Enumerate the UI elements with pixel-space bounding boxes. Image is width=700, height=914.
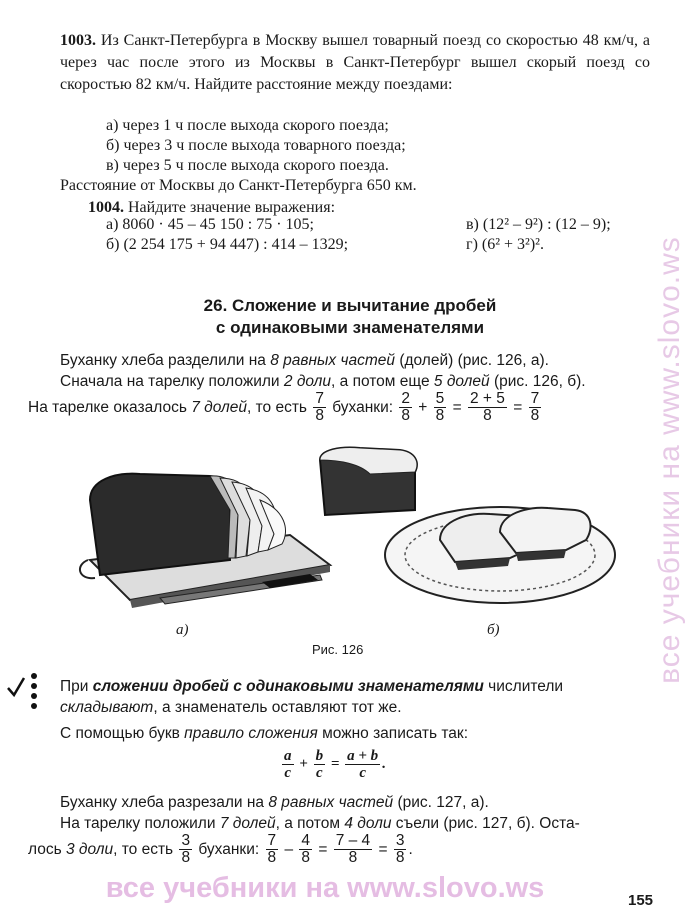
bread-on-plate-drawing	[320, 448, 615, 604]
numerator: a	[284, 748, 292, 764]
section-title-line1: 26. Сложение и вычитание дробей	[203, 296, 497, 315]
denominator: 8	[483, 407, 492, 425]
minus-sign: –	[284, 841, 294, 858]
fraction-7minus4-8	[334, 833, 372, 866]
text: (долей) (рис. 126, а).	[395, 352, 549, 369]
fraction-5-8	[434, 391, 447, 424]
plus-sign: +	[299, 755, 308, 772]
emphasis: правило сложения	[184, 725, 318, 742]
emphasis: 8 равных частей	[268, 794, 394, 811]
fraction-b-c	[314, 748, 326, 781]
text: (рис. 126, б).	[489, 373, 586, 390]
problem-text: Из Санкт-Петербурга в Москву вышел товарный поезд со скоростью 48 км/ч, а через час после этого из Москвы в Санкт-Петербург вышел скорый поезд со скоростью 82 км/ч. Найдите расстояние между поездами:	[60, 32, 651, 93]
denominator: 8	[395, 849, 405, 867]
expr-g: г) (6² + 3²)².	[466, 236, 544, 253]
equals-sign: =	[452, 399, 462, 416]
text: числители	[483, 678, 564, 695]
para1-line2	[60, 371, 586, 392]
emphasis: сложении дробей с одинаковыми знаменателями	[92, 678, 484, 695]
fraction-7-8	[313, 391, 326, 424]
fraction-a-c	[282, 748, 294, 781]
fraction-3-8-result	[394, 833, 407, 866]
denominator: 8	[315, 407, 324, 425]
para1-line1	[60, 350, 549, 371]
emphasis: 3 доли	[65, 841, 114, 858]
text: При	[60, 678, 93, 695]
text: (рис. 127, а).	[393, 794, 489, 811]
expr-v: в) (12² – 9²) : (12 – 9);	[466, 216, 611, 233]
fraction-aplusb-c	[345, 748, 380, 781]
figure-126-illustration	[70, 440, 630, 640]
denominator: c	[359, 765, 366, 781]
para2-line3	[28, 832, 413, 868]
numerator: 2 + 5	[469, 390, 505, 408]
denominator: 8	[181, 849, 191, 867]
problem-1003-item-a: а) через 1 ч после выхода скорого поезда;	[106, 117, 389, 134]
fraction-7-8-result	[529, 391, 542, 424]
numerator: 3	[181, 832, 191, 850]
text: Сначала на тарелку положили	[60, 373, 284, 390]
fraction-4-8	[299, 833, 312, 866]
text: , а знаменатель оставляют тот же.	[153, 699, 402, 716]
text: , а потом	[275, 815, 345, 832]
numerator: 7	[530, 390, 540, 408]
equals-sign: =	[513, 399, 523, 416]
denominator: c	[284, 765, 292, 781]
expr-b: б) (2 254 175 + 94 447) : 414 – 1329;	[106, 236, 349, 253]
numerator: a + b	[347, 748, 379, 764]
numerator: 4	[301, 832, 310, 850]
numerator: 7	[315, 390, 324, 408]
denominator: 8	[301, 849, 310, 867]
text: съели (рис. 127, б). Оста-	[391, 815, 580, 832]
para2-line1	[60, 792, 489, 813]
emphasis: складывают	[60, 699, 154, 716]
fraction-2-8	[399, 391, 412, 424]
para2-line2	[60, 813, 580, 834]
equals-sign: =	[330, 755, 340, 772]
problem-1003-item-v: в) через 5 ч после выхода скорого поезда.	[106, 157, 389, 174]
figure-caption: Рис. 126	[312, 642, 364, 657]
fraction-3-8	[179, 833, 192, 866]
denominator: 8	[267, 849, 277, 867]
problem-1003-note: Расстояние от Москвы до Санкт-Петербурга 650 км.	[60, 177, 417, 194]
denominator: 8	[401, 407, 410, 425]
problem-text: Найдите значение выражения:	[128, 199, 336, 216]
letters-line	[60, 723, 468, 744]
emphasis: 7 долей	[219, 815, 276, 832]
figure-label-b: б)	[487, 622, 500, 638]
page-number: 155	[628, 892, 654, 909]
text: На тарелке оказалось	[28, 399, 192, 416]
emphasis: 2 доли	[283, 373, 332, 390]
equals-sign: =	[318, 841, 328, 858]
numerator: 3	[395, 832, 405, 850]
problem-1004	[88, 198, 335, 218]
numerator: 2	[401, 390, 410, 408]
text: Буханку хлеба разделили на	[60, 352, 271, 369]
problem-number: 1003.	[60, 32, 96, 49]
rule-text	[60, 676, 636, 718]
text: , то есть	[113, 841, 174, 858]
text: лось	[28, 841, 66, 858]
problem-1003	[60, 30, 650, 96]
text: Буханку хлеба разрезали на	[60, 794, 269, 811]
period: .	[408, 841, 413, 858]
section-title-line2: с одинаковыми знаменателями	[215, 318, 485, 337]
emphasis: 5 долей	[433, 373, 490, 390]
checkmark-rule-icon	[6, 670, 42, 712]
watermark-text: все учебники на www.slovo.ws	[653, 236, 686, 684]
emphasis: 7 долей	[191, 399, 247, 416]
denominator: 8	[530, 407, 540, 425]
text: буханки:	[198, 841, 260, 858]
text: , то есть	[246, 399, 307, 416]
denominator: 8	[348, 849, 358, 867]
equals-sign: =	[378, 841, 388, 858]
emphasis: 4 доли	[344, 815, 392, 832]
plus-sign: +	[418, 399, 428, 416]
period: .	[382, 755, 386, 772]
text: можно записать так:	[317, 725, 468, 742]
general-formula	[280, 748, 386, 781]
fraction-2plus5-8	[468, 391, 507, 424]
figure-label-a: а)	[176, 622, 189, 638]
side-watermark	[648, 80, 692, 840]
problem-1003-item-b: б) через 3 ч после выхода товарного поезда;	[106, 137, 406, 154]
text: буханки:	[332, 399, 394, 416]
numerator: b	[315, 748, 324, 764]
numerator: 5	[435, 390, 445, 408]
bread-on-board-drawing	[80, 474, 330, 608]
numerator: 7 – 4	[335, 832, 371, 850]
expr-a: а) 8060 · 45 – 45 150 : 75 · 105;	[106, 216, 314, 233]
denominator: c	[315, 765, 323, 781]
emphasis: 8 равных частей	[270, 352, 396, 369]
denominator: 8	[435, 407, 445, 425]
text: , а потом еще	[331, 373, 434, 390]
bottom-watermark: все учебники на www.slovo.ws	[105, 872, 545, 904]
problem-number: 1004.	[88, 199, 124, 216]
para1-line3	[28, 390, 543, 426]
fraction-7-8	[266, 833, 279, 866]
text: С помощью букв	[60, 725, 185, 742]
numerator: 7	[267, 832, 277, 850]
text: На тарелку положили	[60, 815, 220, 832]
